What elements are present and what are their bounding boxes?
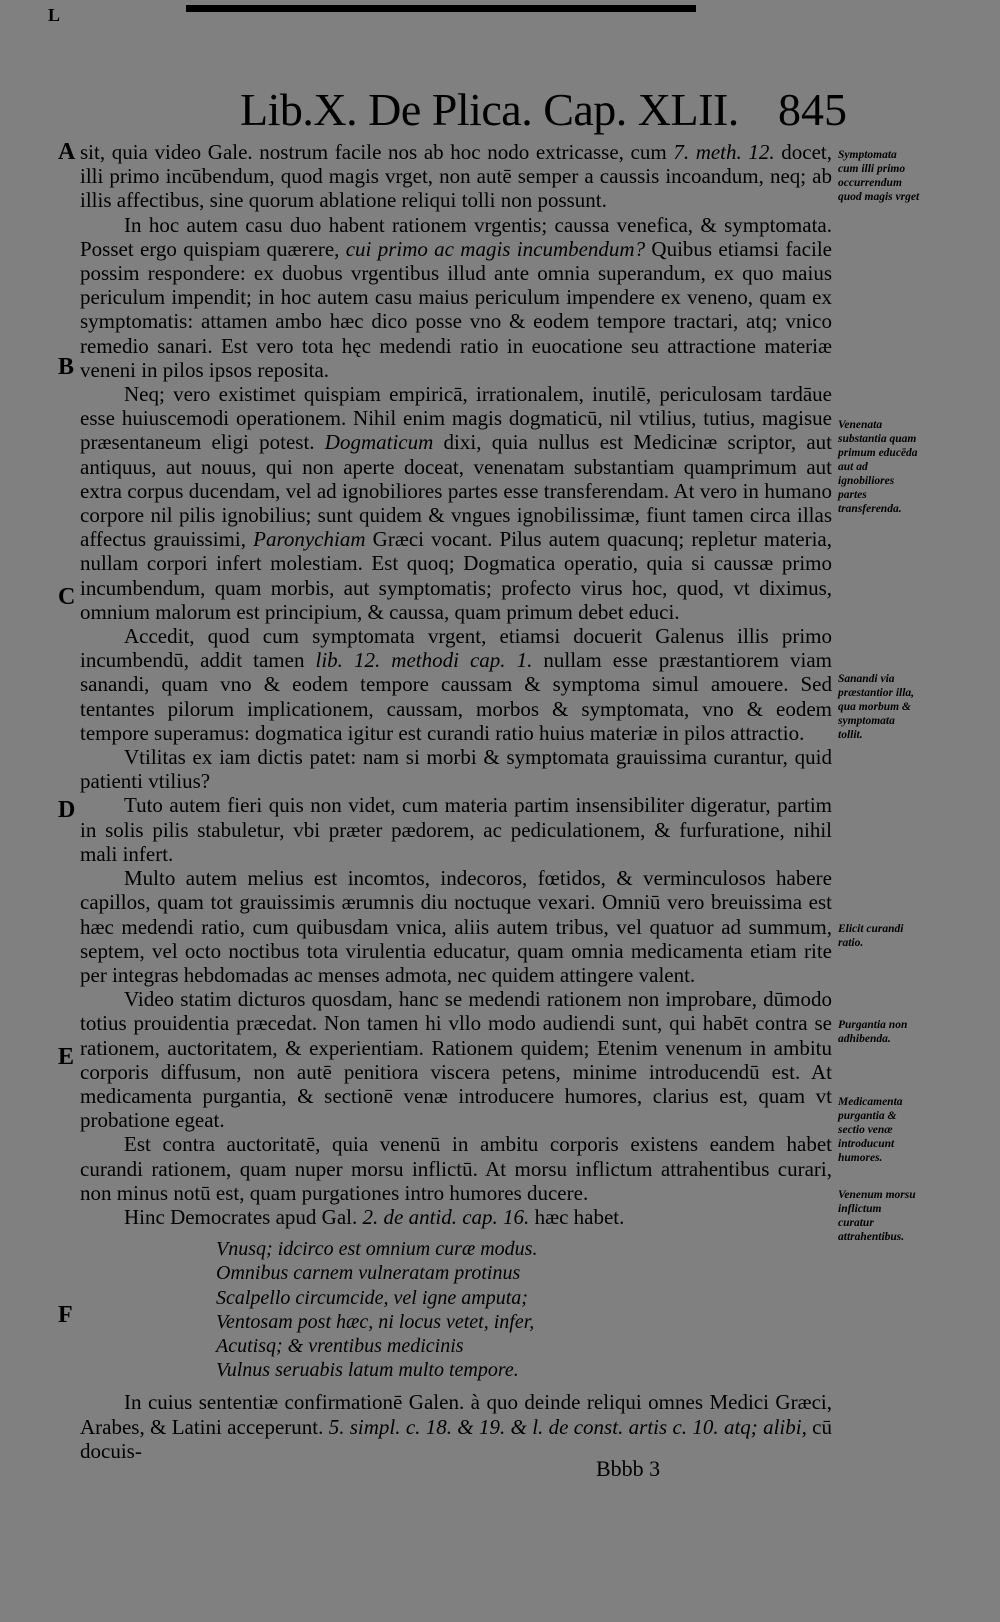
margin-letter-f: F — [58, 1302, 73, 1328]
paragraph-3: Neq; vero existimet quispiam empiricā, irrationalem, inutilē, periculosam tardāue esse huiuscemodi operationem. Nihil enim magis dogmaticū, nil vtilius, tutius, magisue præsentaneum eligi potest. Dogmaticum dixi, quia nullus est Medicinæ scriptor, aut antiquus, aut nouus, qui non aperte doceat, venenatam substantiam quamprimum aut extra corpus ducendam, vel ad ignobiliores partes esse transferendam. At vero in humano corpore nil pilis ignobilius; sunt quidem & vngues ignobilissimæ, fiunt tamen circa illas affectus grauissimi, Paronychiam Græci vocant. Pilus autem quacunq; repletur materia, nullam corpori infert molestiam. Est quoq; Dogmatica operatio, quia si caussæ primo incumbendum, quam morbis, aut symptomatis; profecto virus hoc, quod, vt diximus, omnium malorum est principium, & caussa, quam primum debet educi. — [80, 382, 832, 624]
marginal-note-3: Sanandi via præstantior illa, qua morbum & symptomata tollit. — [838, 673, 915, 741]
marginal-note-1: Symptomata cum illi primo occurrendum quod magis vrget — [838, 149, 920, 203]
marginal-note-7: Venenum morsu inflictum curatur attrahentibus. — [838, 1189, 916, 1243]
paragraph-7: Multo autem melius est incomtos, indecoros, fœtidos, & verminculosos habere capillos, quam tot grauissimis ærumnis diu noctuque vexari. Omniū vero breuissima est hæc medendi ratio, cum quibusdam vnica, aliis autem tribus, vel quatuor ad summum, septem, vel octo noctibus tota virulentia educatur, quam omnia medicamenta etiam rite per integras hebdomadas ac menses admota, nec quidem attingere valent. — [80, 866, 832, 987]
paragraph-2: In hoc autem casu duo habent rationem vrgentis; caussa venefica, & symptomata. Posset ergo quispiam quærere, cui primo ac magis incumbendum? Quibus etiamsi facile possim respondere: ex duobus vrgentibus illud ante omnia superandum, ex quo maius periculum impendit; in hoc autem casu maius periculum impendere ex veneno, quam ex symptomatis: attamen ambo hæc dico posse vno & eodem tempore tractari, atq; vnico remedio sanari. Est vero tota hęc medendi ratio in euocatione seu attractione materiæ veneni in pilos ipsos reposita. — [80, 212, 832, 382]
verse-line: Acutisq; & vrentibus medicinis — [216, 1334, 464, 1357]
margin-letter-d: D — [58, 797, 76, 823]
paragraph-1: sit, quia video Gale. nostrum facile nos ab hoc nodo extricasse, cum 7. meth. 12. docet, illi primo incūbendum, quod magis vrget, non autē semper a caussis incoandum, neq; ab illis affectibus, sine quorum ablatione reliqui tolli non possunt. — [80, 140, 832, 213]
paragraph-4: Accedit, quod cum symptomata vrgent, etiamsi docuerit Galenus illis primo incumbendū, addit tamen lib. 12. methodi cap. 1. nullam esse præstantiorem viam sanandi, quam vno & eodem tempore caussam & symptoma simul amouere. Sed tentantes pilorum implicationem, caussam, morbos & symptomata, vno & eodem tempore superamus: dogmatica igitur est curandi ratio huius materiæ in pilos attractio. — [80, 624, 832, 745]
corner-mark: L — [48, 5, 61, 25]
paragraph-8: Video statim dicturos quosdam, hanc se medendi rationem non improbare, dūmodo totius prouidentia præcedat. Non tamen hi vllo modo audiendi sunt, qui habēt contra se rationem, auctoritatem, & experientiam. Rationem quidem; Etenim venenum in ambitu corporis diffusum, non autē penitiora viscera petens, minime introducendū est. At medicamenta purgantia, & sectionē venæ introducere humores, clarius est, quam vt probatione egeat. — [80, 987, 832, 1133]
verse-line: Omnibus carnem vulneratam protinus — [216, 1262, 521, 1285]
margin-letter-b: B — [58, 354, 75, 380]
verse-block — [216, 1237, 832, 1382]
paragraph-11: In cuius sententiæ confirmationē Galen. à quo deinde reliqui omnes Medici Græci, Arabes, & Latini acceperunt. 5. simpl. c. 18. & 19. & l. de const. artis c. 10. atq; alibi, cū docuis- — [80, 1390, 833, 1463]
marginal-note-4: Elicit curandi ratio. — [838, 923, 904, 949]
page-header — [240, 82, 847, 138]
verse-line: Scalpello circumcide, vel igne amputa; — [216, 1286, 528, 1309]
margin-letter-e: E — [58, 1044, 75, 1070]
paragraph-6: Tuto autem fieri quis non videt, cum materia partim insensibiliter digeratur, partim in solis pilis stabuletur, vbi præter pædorem, ac pediculationem, & furfuratione, nihil mali infert. — [80, 793, 832, 866]
paragraph-10: Hinc Democrates apud Gal. 2. de antid. cap. 16. hæc habet. — [124, 1204, 625, 1229]
paragraph-5: Vtilitas ex iam dictis patet: nam si morbi & symptomata grauissima curantur, quid patienti vtilius? — [80, 745, 832, 794]
page-number: 845 — [778, 84, 847, 135]
marginal-note-5: Purgantia non adhibenda. — [838, 1019, 908, 1045]
signature-mark: Bbbb 3 — [596, 1456, 661, 1481]
verse-line: Vulnus seruabis latum multo tempore. — [216, 1359, 519, 1382]
margin-letter-c: C — [58, 584, 76, 610]
verse-line: Ventosam post hæc, ni locus vetet, infer, — [216, 1310, 535, 1333]
marginal-note-2: Venenata substantia quam primum educēda aut ad ignobiliores partes transferenda. — [838, 419, 918, 515]
running-title: Lib.X. De Plica. Cap. XLII. — [240, 84, 739, 135]
body-text — [80, 140, 832, 1463]
margin-letter-a: A — [58, 139, 76, 165]
marginal-note-6: Medicamenta purgantia & sectio venæ introducunt humores. — [838, 1096, 903, 1164]
top-rule — [186, 5, 696, 12]
verse-line: Vnusq; idcirco est omnium curæ modus. — [216, 1238, 538, 1261]
paragraph-9: Est contra auctoritatē, quia venenū in ambitu corporis existens eandem habet curandi rationem, quam nuper morsu inflictū. At morsu inflictum attrahentibus curari, non minus notū est, quam purgationes intro humores ducere. — [80, 1132, 832, 1205]
